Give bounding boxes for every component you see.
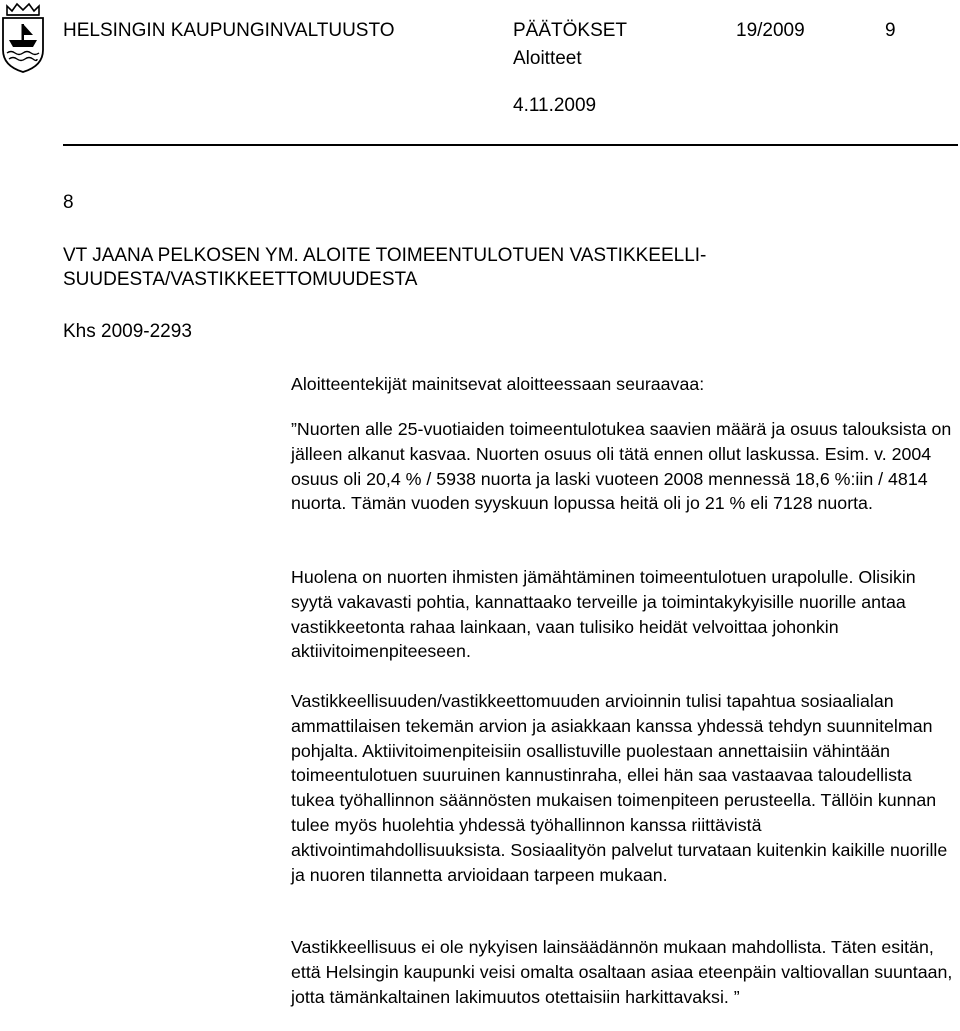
paragraph: ”Nuorten alle 25-vuotiaiden toimeentulotukea saavien määrä ja osuus talouksista on jälleen alkanut kasvaa. Nuorten osuus oli tätä ennen ollut laskussa. Esim. v. 2004 osuus oli 20,4 % / 5938 nuorta ja laski vuoteen 2008 mennessä 18,6 %:iin / 4814 nuorta. Tämän vuoden syyskuun lopussa heitä oli jo 21 % eli 7128 nuorta. — [291, 419, 952, 514]
item-title-line-1: VT JAANA PELKOSEN YM. ALOITE TOIMEENTULOTUEN VASTIKKEELLI- — [63, 245, 707, 266]
quote-paragraph-3 — [291, 689, 953, 887]
quote-paragraph-2 — [291, 565, 953, 664]
paragraph: Vastikkeellisuus ei ole nykyisen lainsäädännön mukaan mahdollista. Täten esitän, että Helsingin kaupunki veisi omalta osaltaan asiaa eteenpäin valtiovallan suuntaan, jotta tämänkaltainen lakimuutos otettaisiin harkittavaksi. ” — [291, 937, 953, 1007]
header-divider — [63, 144, 958, 146]
helsinki-coat-of-arms-icon — [0, 2, 46, 74]
reference-number: Khs 2009-2293 — [63, 321, 192, 342]
document-date: 4.11.2009 — [513, 95, 597, 116]
paragraph: Vastikkeellisuuden/vastikkeettomuuden arvioinnin tulisi tapahtua sosiaalialan ammattilaisen tekemän arvion ja asiakkaan kanssa yhdessä tehdyn suunnitelman pohjalta. Aktiivitoimenpiteisiin osallistuville puolestaan annettaisiin vähintään toimeentulotuen suuruinen kannustinraha, ellei hän saa vastaavaa taloudellista tukea työhallinnon säännösten mukaisen toimenpiteen perusteella. Tällöin kunnan tulee myös huolehtia yhdessä työhallinnon kanssa riittävistä aktivointimahdollisuuksista. Sosiaalityön palvelut turvataan kuitenkin kaikille nuorille ja nuoren tilannetta arvioidaan tarpeen mukaan. — [291, 691, 948, 885]
section-label: PÄÄTÖKSET — [513, 20, 628, 41]
item-title-line-2: SUUDESTA/VASTIKKEETTOMUUDESTA — [63, 269, 418, 290]
category-label: Aloitteet — [513, 48, 582, 69]
intro-paragraph: Aloitteentekijät mainitsevat aloitteessaan seuraavaa: — [291, 374, 705, 394]
organization-name: HELSINGIN KAUPUNGINVALTUUSTO — [63, 20, 395, 41]
quote-paragraph-4 — [291, 935, 953, 1009]
paragraph: Huolena on nuorten ihmisten jämähtäminen toimeentulotuen urapolulle. Olisikin syytä vakavasti pohtia, kannattaako terveille ja toimintakykyisille nuorille antaa vastikkeetonta rahaa lainkaan, vaan tulisiko heidät velvoittaa johonkin aktiivitoimenpiteeseen. — [291, 567, 916, 662]
intro-text — [291, 372, 953, 397]
quote-paragraph-1 — [291, 417, 953, 516]
item-number: 8 — [63, 192, 74, 213]
issue-number: 19/2009 — [736, 20, 805, 41]
page-number: 9 — [885, 20, 896, 41]
